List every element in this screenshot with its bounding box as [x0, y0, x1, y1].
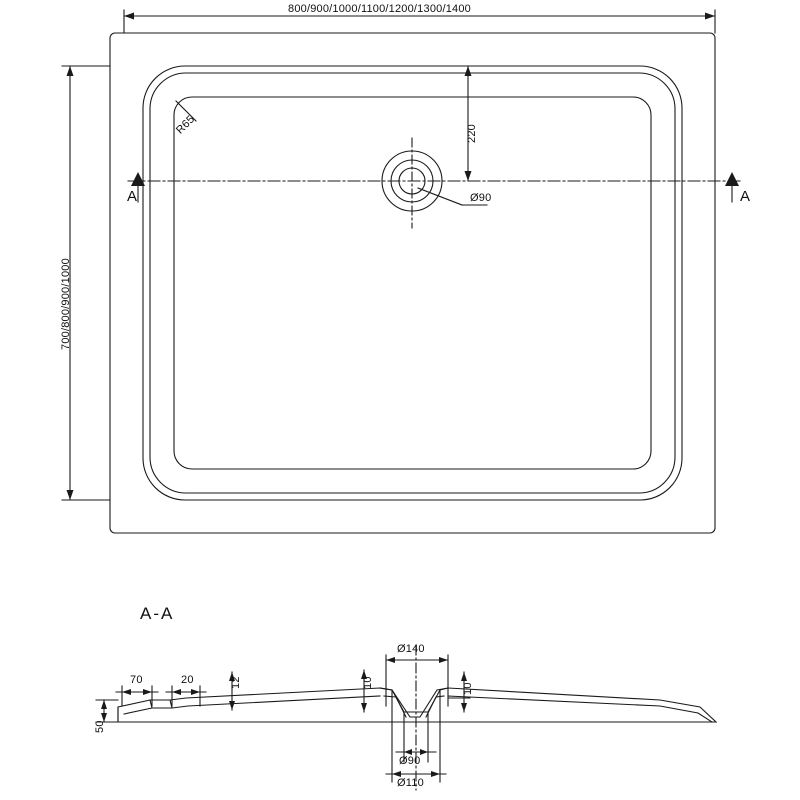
section-marker-right: A: [740, 188, 751, 205]
dim-90-lower-label: Ø90: [399, 755, 421, 767]
width-dimension-label: 800/900/1000/1100/1200/1300/1400: [288, 3, 471, 15]
height-dimension-label: 700/800/900/1000: [60, 258, 72, 350]
dim-20: [166, 686, 206, 706]
drain-diameter-label: Ø90: [470, 192, 492, 204]
dim-50: [96, 700, 118, 722]
dim-110-lower-label: Ø110: [397, 777, 424, 789]
section-title: A-A: [140, 604, 175, 623]
dim-10-right-label: 10: [462, 682, 474, 695]
dim-140: [386, 655, 448, 706]
tray-outline: [110, 33, 715, 533]
drain-offset-label: 220: [466, 124, 478, 143]
section-arrow-right: [725, 172, 739, 186]
section-profile: [118, 688, 716, 745]
dim-70-label: 70: [130, 674, 143, 686]
dim-10-left-label: 10: [362, 676, 374, 689]
dim-20-label: 20: [181, 674, 194, 686]
section-marker-left: A: [127, 188, 138, 205]
basin-outline: [143, 66, 682, 500]
dim-12-label: 12: [230, 676, 242, 689]
dim-50-label: 50: [94, 720, 106, 733]
basin-inner-field: [174, 97, 651, 469]
corner-radius-label: R65: [174, 113, 198, 137]
dim-140-label: Ø140: [397, 643, 425, 655]
